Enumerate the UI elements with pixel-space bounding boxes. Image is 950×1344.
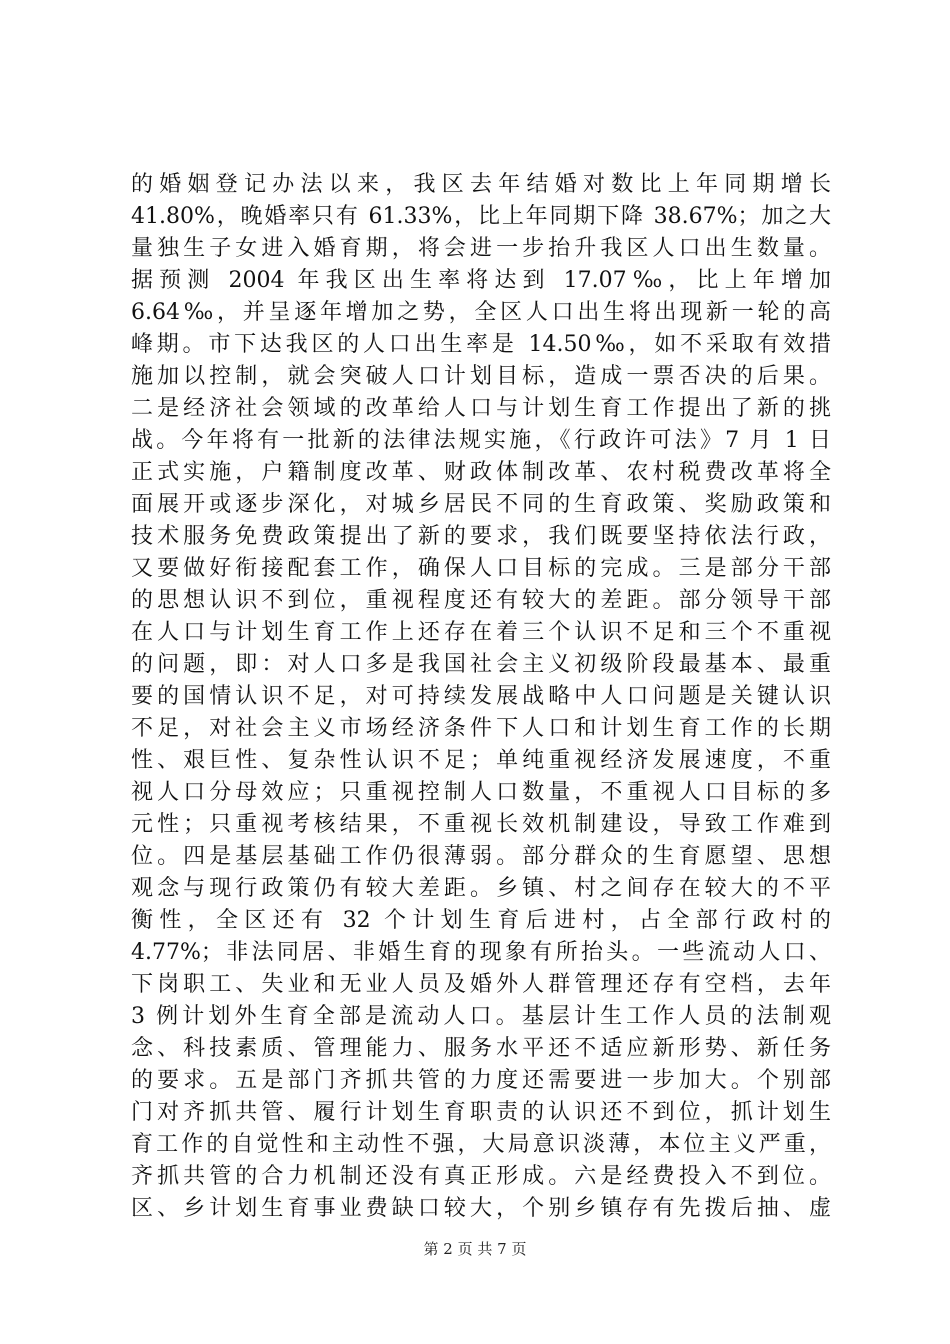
text-line: 下岗职工、失业和无业人员及婚外人群管理还存有空档，去年 xyxy=(131,972,831,997)
text-line: 41.80%，晚婚率只有 61.33%，比上年同期下降 38.67%；加之大 xyxy=(131,204,831,229)
text-line: 6.64‰，并呈逐年增加之势，全区人口出生将出现新一轮的高 xyxy=(131,300,831,325)
text-line: 技术服务免费政策提出了新的要求，我们既要坚持依法行政， xyxy=(131,524,831,549)
text-line: 据预测 2004 年我区出生率将达到 17.07‰，比上年增加 xyxy=(131,268,831,293)
text-line: 元性；只重视考核结果，不重视长效机制建设，导致工作难到 xyxy=(131,812,831,837)
text-line: 门对齐抓共管、履行计划生育职责的认识还不到位，抓计划生 xyxy=(131,1100,831,1125)
text-line: 二是经济社会领域的改革给人口与计划生育工作提出了新的挑 xyxy=(131,396,831,421)
text-line: 峰期。市下达我区的人口出生率是 14.50‰，如不采取有效措 xyxy=(131,332,831,357)
text-line: 的婚姻登记办法以来，我区去年结婚对数比上年同期增长 xyxy=(131,172,831,197)
text-line: 4.77%；非法同居、非婚生育的现象有所抬头。一些流动人口、 xyxy=(131,940,831,965)
text-line: 战。今年将有一批新的法律法规实施，《行政许可法》7 月 1 日 xyxy=(131,428,831,453)
text-line: 衡性，全区还有 32 个计划生育后进村，占全部行政村的 xyxy=(131,908,831,933)
text-line: 的思想认识不到位，重视程度还有较大的差距。部分领导干部 xyxy=(131,588,831,613)
text-line: 又要做好衔接配套工作，确保人口目标的完成。三是部分干部 xyxy=(131,556,831,581)
body-text xyxy=(131,169,831,1225)
text-line: 3 例计划外生育全部是流动人口。基层计生工作人员的法制观 xyxy=(131,1004,831,1029)
text-line: 位。四是基层基础工作仍很薄弱。部分群众的生育愿望、思想 xyxy=(131,844,831,869)
text-line: 的要求。五是部门齐抓共管的力度还需要进一步加大。个别部 xyxy=(131,1068,831,1093)
text-line: 量独生子女进入婚育期，将会进一步抬升我区人口出生数量。 xyxy=(131,236,831,261)
text-line: 正式实施，户籍制度改革、财政体制改革、农村税费改革将全 xyxy=(131,460,831,485)
text-line: 区、乡计划生育事业费缺口较大，个别乡镇存有先拨后抽、虚 xyxy=(131,1196,831,1221)
text-line: 念、科技素质、管理能力、服务水平还不适应新形势、新任务 xyxy=(131,1036,831,1061)
text-line: 视人口分母效应；只重视控制人口数量，不重视人口目标的多 xyxy=(131,780,831,805)
text-line: 面展开或逐步深化，对城乡居民不同的生育政策、奖励政策和 xyxy=(131,492,831,517)
page-footer: 第 2 页 共 7 页 xyxy=(423,1240,527,1258)
text-line: 的问题，即：对人口多是我国社会主义初级阶段最基本、最重 xyxy=(131,652,831,677)
text-line: 性、艰巨性、复杂性认识不足；单纯重视经济发展速度，不重 xyxy=(131,748,831,773)
text-line: 齐抓共管的合力机制还没有真正形成。六是经费投入不到位。 xyxy=(131,1164,831,1189)
text-line: 在人口与计划生育工作上还存在着三个认识不足和三个不重视 xyxy=(131,620,831,645)
text-line: 不足，对社会主义市场经济条件下人口和计划生育工作的长期 xyxy=(131,716,831,741)
text-line: 施加以控制，就会突破人口计划目标，造成一票否决的后果。 xyxy=(131,364,831,389)
text-line: 育工作的自觉性和主动性不强，大局意识淡薄，本位主义严重， xyxy=(131,1132,831,1157)
text-line: 要的国情认识不足，对可持续发展战略中人口问题是关键认识 xyxy=(131,684,831,709)
text-line: 观念与现行政策仍有较大差距。乡镇、村之间存在较大的不平 xyxy=(131,876,831,901)
